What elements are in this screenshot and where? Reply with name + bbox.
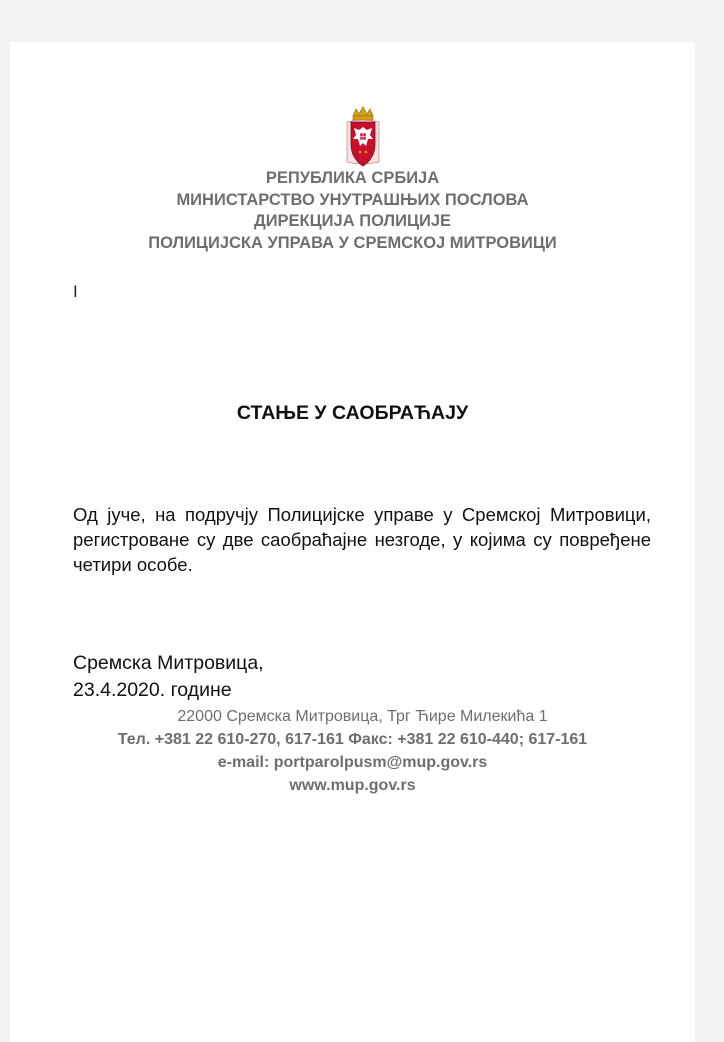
report-body: Од јуче, на подручју Полицијске управе у Сремској Митровици, регистроване су две саобраћајне незгоде, у којима су повређене четири особе. — [73, 504, 651, 575]
letterhead — [0, 168, 705, 254]
letterhead-ministry: МИНИСТАРСТВО УНУТРАШЊИХ ПОСЛОВА — [176, 190, 529, 209]
place-and-date — [73, 650, 264, 704]
footer-address: 22000 Сремска Митровица, Трг Ћире Милекића 1 — [177, 708, 548, 725]
place-line: Сремска Митровица, — [73, 652, 264, 674]
letterhead-police-administration: ПОЛИЦИЈСКА УПРАВА У СРЕМСКОЈ МИТРОВИЦИ — [148, 233, 557, 252]
letterhead-directorate: ДИРЕКЦИЈА ПОЛИЦИЈЕ — [253, 212, 452, 230]
footer-phone-fax: Тел. +381 22 610-270, 617-161 Факс: +381 22 610-440; 617-161 — [117, 731, 588, 748]
footer-email: e-mail: portparolpusm@mup.gov.rs — [217, 754, 488, 771]
contact-footer — [0, 705, 705, 797]
document-page — [10, 42, 695, 1042]
text-marker: I — [73, 282, 78, 301]
footer-website: www.mup.gov.rs — [289, 777, 416, 794]
serbian-coat-of-arms-icon — [345, 106, 381, 168]
date-line: 23.4.2020. године — [73, 679, 232, 701]
document-title: СТАЊЕ У САОБРАЋАЈУ — [236, 402, 469, 424]
letterhead-republic: РЕПУБЛИКА СРБИЈА — [265, 169, 440, 187]
